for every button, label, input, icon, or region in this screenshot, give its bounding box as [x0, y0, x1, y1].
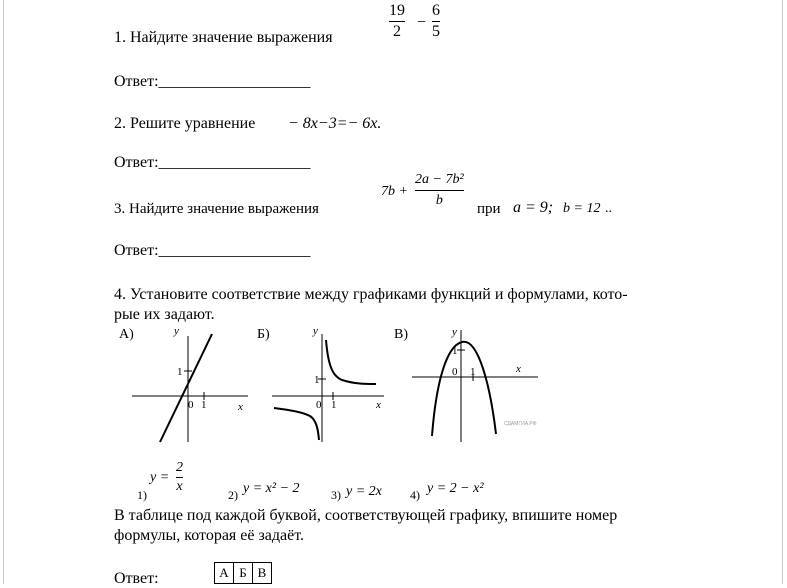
- graph-b-curve-left: [274, 408, 319, 440]
- task4-instruction-line-1: В таблице под каждой буквой, соответствующей графику, впишите номер: [114, 507, 618, 524]
- task1-frac1-numerator: 19: [389, 2, 405, 19]
- answer-table: [214, 562, 272, 584]
- task1-frac2-numerator: 6: [432, 2, 440, 19]
- formula-2-expr: y = x² − 2: [243, 481, 300, 496]
- fraction-bar: [389, 21, 405, 22]
- answer-table-header-c[interactable]: В: [252, 562, 272, 584]
- graph-b-zero: 0: [316, 399, 322, 411]
- formula-3-expr: y = 2x: [346, 484, 382, 499]
- task4-line-2: рые их задают.: [114, 306, 215, 323]
- task4-line-1: 4. Установите соответствие между графиками функций и формулами, кото-: [114, 286, 628, 303]
- task3-a-condition: a = 9;: [513, 199, 554, 216]
- answer-line-2[interactable]: Ответ:___________________: [114, 154, 311, 171]
- formula-3-number: 3): [331, 488, 341, 502]
- graph-c-curve: [432, 342, 496, 436]
- formula-1-fraction: [176, 460, 183, 495]
- graph-b-x-label: x: [376, 399, 381, 411]
- task3-fraction: [415, 171, 464, 210]
- fraction-bar: [415, 190, 464, 191]
- formula-4-number: 4): [410, 488, 420, 502]
- task3-expr-lead: 7b +: [381, 184, 408, 199]
- task1-label: 1. Найдите значение выражения: [114, 29, 333, 46]
- graph-b: [268, 324, 388, 448]
- task3-b-condition: b = 12: [563, 201, 601, 216]
- fraction-bar: [176, 477, 183, 478]
- task2-label: 2. Решите уравнение: [114, 115, 256, 132]
- graph-b-one-x: 1: [331, 399, 337, 411]
- graph-c-watermark: СДАМГИА.РФ: [504, 421, 537, 427]
- formula-1-denominator: x: [176, 479, 183, 494]
- graph-a-zero: 0: [188, 399, 194, 411]
- graph-a: [128, 324, 253, 448]
- task1-minus: −: [417, 14, 427, 31]
- graph-b-y-label: y: [313, 325, 318, 337]
- graph-a-y-label: y: [174, 325, 179, 337]
- answer-line-3[interactable]: Ответ:___________________: [114, 242, 311, 259]
- graph-a-curve: [160, 334, 212, 442]
- task3-frac-numerator: 2a − 7b²: [415, 172, 464, 187]
- graph-a-one-y: 1: [177, 366, 183, 378]
- answer-table-header-b[interactable]: Б: [233, 562, 253, 584]
- task3-frac-denominator: b: [435, 193, 443, 208]
- formula-4-expr: y = 2 − x²: [427, 481, 484, 496]
- graph-c-letter: В): [394, 327, 408, 342]
- task1-frac1-denominator: 2: [393, 23, 401, 40]
- task3-label: 3. Найдите значение выражения: [114, 201, 319, 217]
- graph-a-one-x: 1: [201, 399, 207, 411]
- graph-a-x-label: x: [238, 401, 243, 413]
- graph-c-x-label: x: [516, 363, 521, 375]
- task3-pri: при: [477, 201, 501, 217]
- formula-1-lhs: y =: [150, 470, 170, 485]
- graph-b-one-y: 1: [314, 374, 320, 386]
- graph-a-letter: А): [119, 327, 134, 342]
- graph-c: [408, 324, 543, 448]
- formula-1-number: 1): [137, 488, 147, 502]
- formula-2-number: 2): [228, 488, 238, 502]
- right-border: [782, 0, 783, 584]
- fraction-bar: [432, 21, 440, 22]
- task4-instruction-line-2: формулы, которая её задаёт.: [114, 527, 305, 544]
- left-border: [3, 0, 4, 584]
- task2-equation: − 8x−3=− 6x.: [288, 115, 382, 132]
- graph-b-curve-right: [326, 340, 376, 384]
- graph-c-one-x: 1: [470, 366, 476, 378]
- graph-b-letter: Б): [257, 327, 270, 342]
- task3-tail: ..: [605, 201, 612, 216]
- formula-1-numerator: 2: [176, 460, 183, 475]
- task4-answer-label: Ответ:: [114, 570, 159, 587]
- task1-frac2-denominator: 5: [432, 23, 440, 40]
- graph-c-one-y: 1: [452, 345, 458, 357]
- answer-line-1[interactable]: Ответ:___________________: [114, 73, 311, 90]
- task1-fraction-1: [389, 2, 405, 41]
- task1-fraction-2: [432, 2, 440, 41]
- answer-table-header-a[interactable]: А: [214, 562, 234, 584]
- graph-c-zero: 0: [452, 366, 458, 378]
- graph-c-y-label: y: [452, 326, 457, 338]
